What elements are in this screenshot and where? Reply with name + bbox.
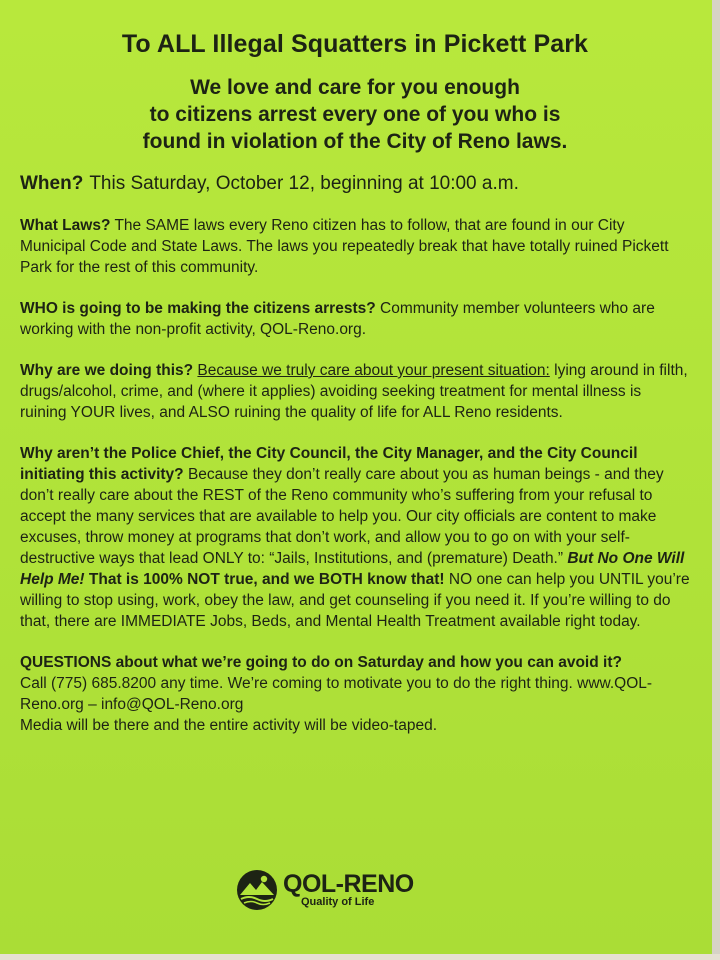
when-label: When? [20,173,84,194]
questions-line-1: Call (775) 685.8200 any time. We’re coming to motivate you to do the right thing. www.QOL-Reno.org – info@QOL-Reno.org [20,675,653,713]
why-label: Why are we doing this? [20,362,194,379]
qol-reno-logo [235,868,414,912]
who-section [20,298,690,340]
questions-label: QUESTIONS about what we’re going to do on Saturday and how you can avoid it? [20,654,622,671]
subtitle-line-3: found in violation of the City of Reno laws. [142,130,568,153]
laws-section [20,215,690,278]
logo-text [283,872,414,908]
when-text: This Saturday, October 12, beginning at 10:00 a.m. [89,173,519,194]
police-text-2: NO one can help you UNTIL you’re willing to stop using, work, obey the law, and get counseling if you need it. If you’re willing to do that, there are IMMEDIATE Jobs, Beds, and Mental Health Treatment available right today. [20,571,690,630]
when-section [20,173,690,195]
mountain-sun-icon [235,868,279,912]
subtitle-line-1: We love and care for you enough [190,76,520,99]
why-underlined: Because we truly care about your present situation: [197,362,550,379]
laws-text: The SAME laws every Reno citizen has to follow, that are found in our City Municipal Code and State Laws. The laws you repeatedly break that have totally ruined Pickett Park for the rest of this community. [20,217,669,276]
police-bold: That is 100% NOT true, and we BOTH know that! [88,571,445,588]
flyer-title: To ALL Illegal Squatters in Pickett Park [121,30,589,58]
bottom-edge [0,954,720,960]
subtitle-line-2: to citizens arrest every one of you who is [149,103,561,126]
laws-label: What Laws? [20,217,111,234]
police-section [20,443,690,632]
logo-tagline: Quality of Life [301,896,375,908]
police-text: Because they don’t really care about you as human beings - and they don’t really care about the REST of the Reno community who’s suffering from your refusal to accept the many services that are available to help you. Our city officials are content to make excuses, throw money at programs that don’t work, and allow you to go on with your self-destructive ways that lead ONLY to: “Jails, Institutions, and (premature) Death.” [20,466,664,567]
police-italic: But No One Will Help Me! [20,550,685,588]
questions-section [20,652,690,736]
why-section [20,360,690,423]
logo-name: QOL-RENO [283,870,414,898]
why-text: lying around in filth, drugs/alcohol, crime, and (where it applies) avoiding seeking treatment for mental illness is ruining YOUR lives, and ALSO ruining the quality of life for ALL Reno residents. [20,362,688,421]
subtitle [20,74,690,155]
who-label: WHO is going to be making the citizens arrests? [20,300,376,317]
police-label: Why aren’t the Police Chief, the City Council, the City Manager, and the City Council initiating this activity? [20,445,638,483]
questions-line-2: Media will be there and the entire activity will be video-taped. [20,717,438,734]
table-edge [712,0,720,960]
who-text: Community member volunteers who are working with the non-profit activity, QOL-Reno.org. [20,300,655,338]
